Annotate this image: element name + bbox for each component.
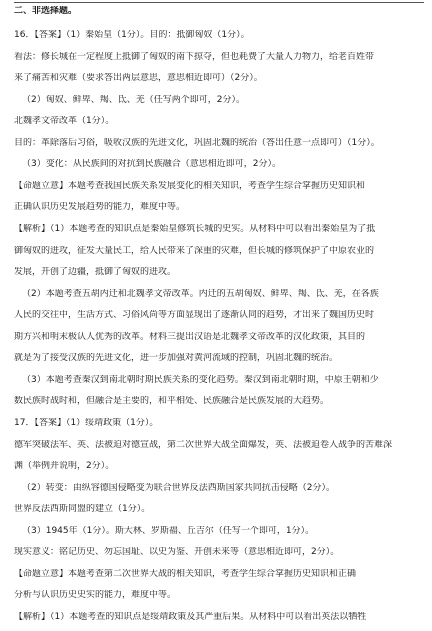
text-line: 世界反法西斯同盟的建立（1分）。 — [14, 504, 151, 514]
text-line: 正确认识历史发展趋势的能力，难度中等。 — [14, 202, 186, 212]
text-line: 现实意义：铭记历史、勿忘国耻、以史为鉴、开创未来等（意思相近即可，2分）。 — [14, 547, 340, 557]
text-line: （2）匈奴、鲜卑、羯、氐、羌（任写两个即可，2分）。 — [22, 95, 245, 105]
text-line: 分析与认识历史史实的能力，难度中等。 — [14, 590, 177, 600]
answer-17-header: 17．【答案】（1）绥靖政策（1分）。 — [14, 418, 159, 428]
text-line: 目的：革除落后习俗，吸收汉族的先进文化，巩固北魏的统治（答出任意一点即可）（1分）。 — [14, 138, 380, 148]
text-line: 来了痛苦和灾难（要求答出两层意思，意思相近即可）（2分）。 — [14, 73, 263, 83]
analysis-16-line: 【解析】（1）本题考查的知识点是秦始皇修筑长城的史实。从材料中可以看出秦始皇为了抵 — [14, 224, 376, 234]
text-line: （2）本题考查五胡内迁和北魏孝文帝改革。内迁的五胡匈奴、鲜卑、羯、氐、羌，在各族 — [22, 289, 379, 299]
intent-17-line: 【命题立意】本题考查第二次世界大战的相关知识，考查学生综合掌握历史知识和正确 — [14, 569, 357, 579]
text-line: （3）本题考查秦汉到南北朝时期民族关系的变化趋势。秦汉到南北朝时期，中原王朝和少 — [22, 375, 379, 385]
top-divider — [14, 2, 424, 3]
text-line: 期方兴和明末极认人优秀的改革。材料三提出汉语是北魏孝文帝改革的汉化政策，其目的 — [14, 332, 366, 342]
text-line: 御匈奴的进攻，征发大量民工，给人民带来了深重的灾难，但长城的修筑保护了中原农业的 — [14, 246, 375, 256]
text-line: 北魏孝文帝改革（1分）。 — [14, 116, 115, 126]
analysis-17-line: 【解析】（1）本题考查的知识点是绥靖政策及其严重后果。从材料中可以看出英法以牺牲 — [14, 612, 367, 622]
intent-16-line: 【命题立意】本题考查我国民族关系发展变化的相关知识，考查学生综合掌握历史知识和 — [14, 181, 366, 191]
text-line: （3）1945年（1分）。斯大林、罗斯福、丘吉尔（任写一个即可，1分）。 — [22, 526, 315, 536]
text-line: （3）变化：从民族间的对抗到民族融合（意思相近即可，2分）。 — [22, 159, 281, 169]
text-line: （2）转变：由纵容德国侵略变为联合世界反法西斯国家共同抗击侵略（2分）。 — [22, 483, 335, 493]
section-heading: 二、非选择题。 — [14, 6, 78, 16]
text-line: 就是为了接受汉族的先进文化，进一步加强对黄河流域的控制，巩固北魏的统治。 — [14, 353, 339, 363]
text-line: 渊（举例并说明，2分）。 — [14, 461, 115, 471]
text-line: 数民族时战时和，但融合是主要的，和平相处、民族融合是民族发展的大趋势。 — [14, 396, 330, 406]
text-line: 发展，开创了边疆，抵御了匈奴的进攻。 — [14, 267, 177, 277]
text-line: 德军突破法军、英、法被迫对德宣战，第二次世界大战全面爆发，英、法被迫卷入战争的苦难深 — [14, 440, 393, 450]
answer-16-header: 16．【答案】（1）秦始皇（1分）。目的：抵御匈奴（1分）。 — [14, 30, 250, 40]
text-line: 看法：修长城在一定程度上抵御了匈奴的南下掠夺，但也耗费了大量人力物力，给老百姓带 — [14, 52, 375, 62]
text-line: 人民的交往中，生活方式、习俗风尚等方面显现出了逐渐认同的趋势，才出来了魏国历史时 — [14, 310, 375, 320]
